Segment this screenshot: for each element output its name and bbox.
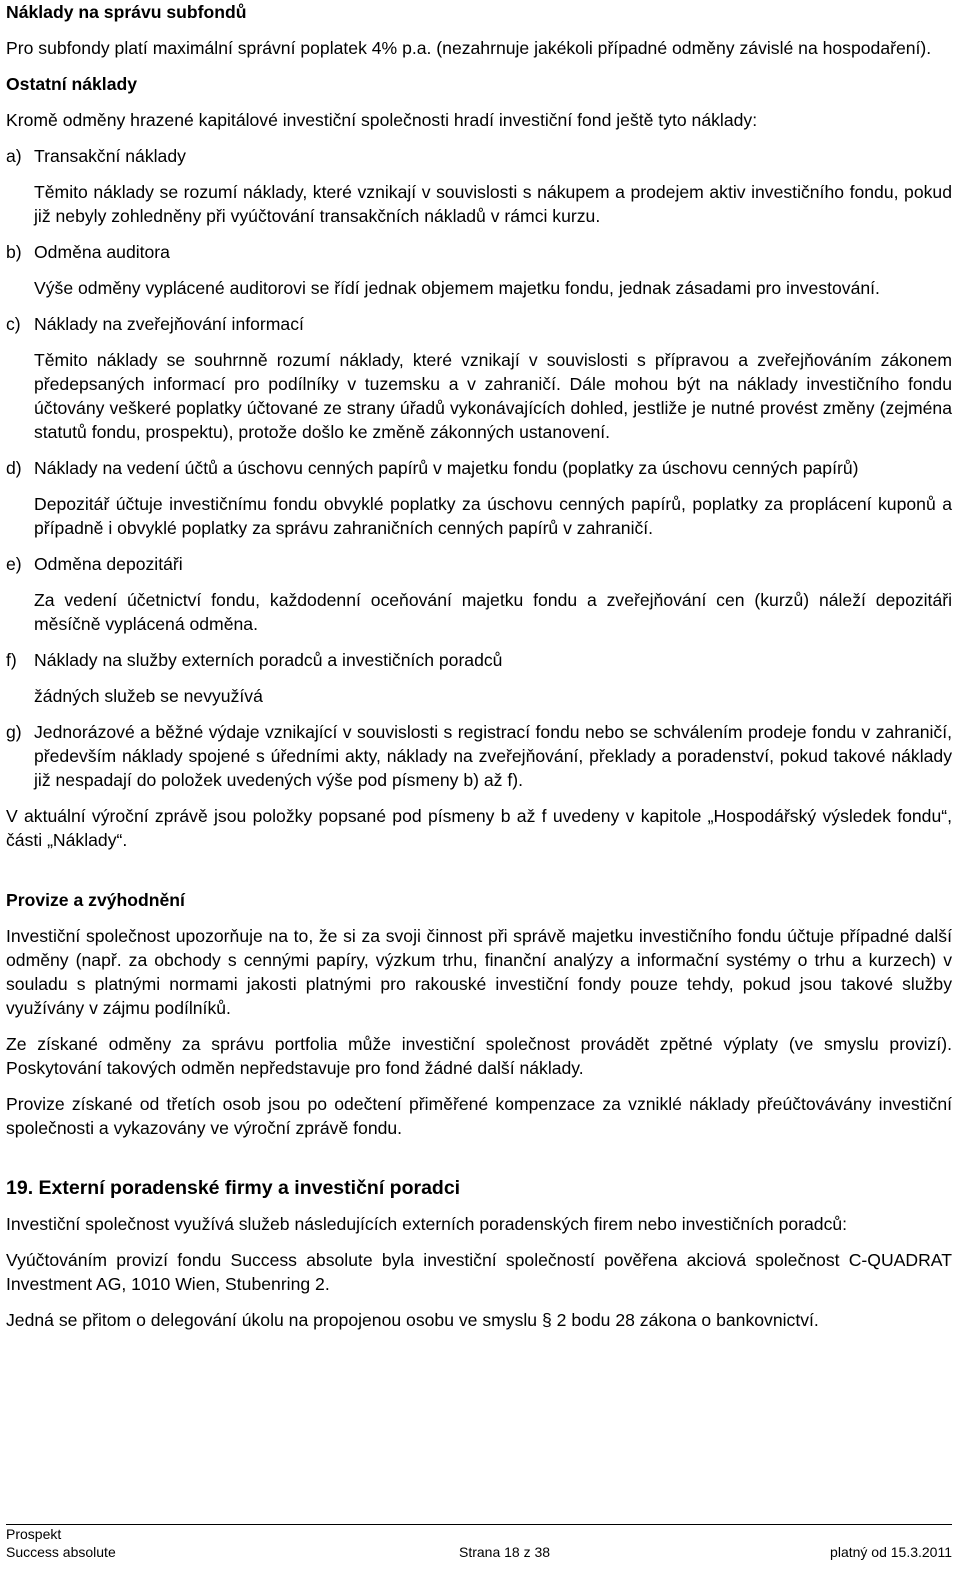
section-heading-19: 19. Externí poradenské firmy a investiční poradci [6, 1177, 461, 1199]
footer-valid-from: platný od 15.3.2011 [830, 1544, 952, 1560]
section-heading-subfund-costs: Náklady na správu subfondů [6, 2, 247, 22]
cost-item-title: Odměna depozitáři [34, 554, 183, 574]
list-label: d) [6, 458, 22, 478]
footer-doc-type: Prospekt [6, 1526, 62, 1542]
cost-item-title: Náklady na zveřejňování informací [34, 314, 304, 334]
commissions-p1: Investiční společnost upozorňuje na to, že si za svoji činnost při správě majetku investičního fondu účtuje případné další odměny (např. za obchody s cennými papíry, výzkum trhu, finanční analýzy a informační systémy o trhu a kurzech) v souladu s platnými normami jakosti platnými pro rakouské investiční fondy pouze tehdy, pokud jsou takové služby využívány v zájmu podílníků. [6, 926, 952, 1018]
document-page [6, 0, 952, 1332]
cost-item-title: Odměna auditora [34, 242, 170, 262]
cost-item-desc: žádných služeb se nevyužívá [34, 686, 263, 706]
list-label: f) [6, 650, 17, 670]
cost-item-g [6, 720, 952, 792]
section-heading-commissions: Provize a zvýhodnění [6, 890, 185, 910]
cost-item-title: Transakční náklady [34, 146, 186, 166]
cost-item-title: Náklady na vedení účtů a úschovu cenných papírů v majetku fondu (poplatky za úschovu cenných papírů) [34, 458, 859, 478]
list-label: e) [6, 554, 22, 574]
cost-item-desc: Těmito náklady se souhrnně rozumí náklady, které vznikají v souvislosti s přípravou a zveřejňováním zákonem předepsaných informací pro podílníky v tuzemsku a v zahraničí. Dále mohou být na náklady investičního fondu účtovány veškeré poplatky účtované ze strany úřadů vykonávajících dohled, jestliže je nutné provést změny (zejména statutů fondu, prospektu), protože došlo ke změně zákonných ustanovení. [34, 350, 952, 442]
advisors-p3: Jedná se přitom o delegování úkolu na propojenou osobu ve smyslu § 2 bodu 28 zákona o bankovnictví. [6, 1310, 819, 1330]
section-heading-other-costs: Ostatní náklady [6, 74, 138, 94]
footer-fund-name: Success absolute [6, 1544, 116, 1560]
list-label: a) [6, 146, 22, 166]
cost-item-a [6, 144, 952, 168]
cost-item-desc: Těmito náklady se rozumí náklady, které vznikají v souvislosti s nákupem a prodejem aktiv investičního fondu, pokud již nebyly zohledněny při vyúčtování transakčních nákladů v rámci kurzu. [34, 182, 952, 226]
page-footer [6, 1524, 952, 1561]
cost-item-c [6, 312, 952, 336]
subfund-costs-text: Pro subfondy platí maximální správní poplatek 4% p.a. (nezahrnuje jakékoli případné odměny závislé na hospodaření). [6, 38, 932, 58]
cost-item-desc: Depozitář účtuje investičnímu fondu obvyklé poplatky za úschovu cenných papírů, poplatky za proplácení kuponů a případně i obvyklé poplatky za správu zahraničních cenných papírů v zahraničí. [34, 494, 952, 538]
cost-item-title: Jednorázové a běžné výdaje vznikající v souvislosti s registrací fondu nebo se schválením prodeje fondu v zahraničí, především náklady spojené s úředními akty, náklady na zveřejňování, překlady a poradenství, pokud takové náklady již nespadají do položek uvedených výše pod písmeny b) až f). [34, 722, 952, 790]
list-label: b) [6, 242, 22, 262]
commissions-p2: Ze získané odměny za správu portfolia může investiční společnost provádět zpětné výplaty (ve smyslu provizí). Poskytování takových odměn nepředstavuje pro fond žádné další náklady. [6, 1034, 952, 1078]
footer-page-number: Strana 18 z 38 [459, 1544, 551, 1560]
commissions-p3: Provize získané od třetích osob jsou po odečtení přiměřené kompenzace za vzniklé náklady přeúčtovávány investiční společnosti a vykazovány ve výroční zprávě fondu. [6, 1094, 952, 1138]
cost-item-title: Náklady na služby externích poradců a investičních poradců [34, 650, 503, 670]
cost-item-b [6, 240, 952, 264]
cost-item-e [6, 552, 952, 576]
other-costs-intro: Kromě odměny hrazené kapitálové investiční společnosti hradí investiční fond ještě tyto náklady: [6, 110, 758, 130]
cost-item-f [6, 648, 952, 672]
list-label: g) [6, 722, 22, 742]
list-label: c) [6, 314, 21, 334]
advisors-p1: Investiční společnost využívá služeb následujících externích poradenských firem nebo investičních poradců: [6, 1214, 848, 1234]
cost-item-desc: Výše odměny vyplácené auditorovi se řídí jednak objemem majetku fondu, jednak zásadami pro investování. [34, 278, 880, 298]
cost-item-d [6, 456, 952, 480]
cost-item-desc: Za vedení účetnictví fondu, každodenní oceňování majetku fondu a zveřejňování cen (kurzů) náleží depozitáři měsíčně vyplácená odměna. [34, 590, 952, 634]
other-costs-closing: V aktuální výroční zprávě jsou položky popsané pod písmeny b až f uvedeny v kapitole „Hospodářský výsledek fondu“, části „Náklady“. [6, 806, 952, 850]
advisors-p2: Vyúčtováním provizí fondu Success absolute byla investiční společností pověřena akciová společnost C-QUADRAT Investment AG, 1010 Wien, Stubenring 2. [6, 1250, 952, 1294]
